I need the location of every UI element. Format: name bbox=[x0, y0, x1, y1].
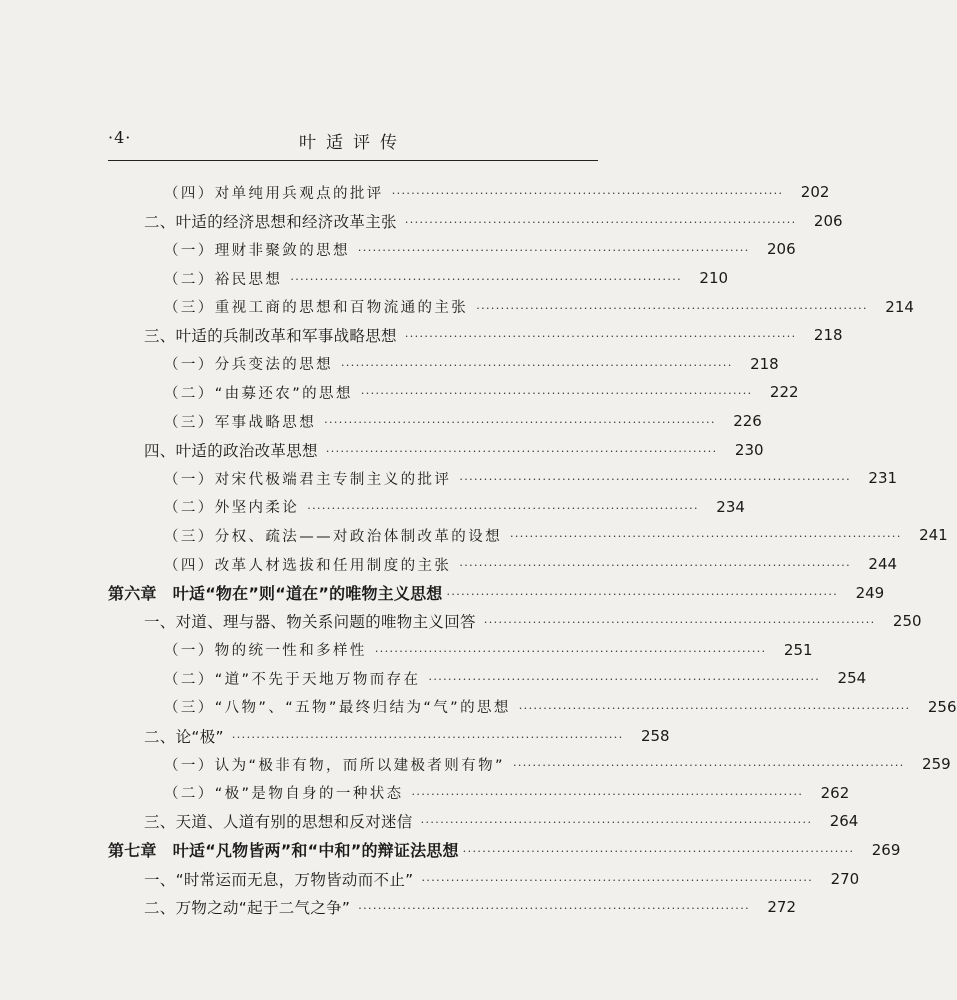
toc-entry-section bbox=[108, 893, 796, 922]
toc-entry-sub bbox=[108, 521, 948, 550]
toc-entry-title: （三）军事战略思想 bbox=[164, 414, 317, 431]
dot-leader: ················································································ bbox=[391, 187, 784, 201]
toc-entry-title: 一、对道、理与器、物关系问题的唯物主义回答 bbox=[144, 613, 476, 632]
dot-leader: ················································································ bbox=[358, 902, 750, 916]
toc-entry-section bbox=[108, 321, 843, 350]
toc-entry-page: 218 bbox=[750, 354, 779, 373]
toc-entry-sub bbox=[108, 292, 914, 321]
dot-leader: ················································································ bbox=[428, 673, 821, 687]
dot-leader: ················································································ bbox=[404, 330, 797, 344]
toc-entry-page: 222 bbox=[769, 383, 799, 402]
toc-entry-section bbox=[108, 435, 764, 464]
dot-leader: ················································································ bbox=[290, 273, 683, 287]
toc-entry-title: （二）“道”不先于天地万物而存在 bbox=[164, 671, 421, 688]
toc-entry-title: （二）“由募还农”的思想 bbox=[164, 385, 353, 402]
dot-leader: ················································································ bbox=[341, 358, 733, 372]
dot-leader: ················································································ bbox=[459, 559, 852, 573]
dot-leader: ················································································ bbox=[446, 587, 839, 601]
toc-entry-title: 二、叶适的经济思想和经济改革主张 bbox=[144, 212, 397, 231]
toc-entry-page: 214 bbox=[885, 297, 914, 316]
toc-entry-chapter bbox=[108, 578, 885, 607]
toc-entry-sub bbox=[108, 264, 729, 293]
toc-entry-sub bbox=[108, 378, 799, 407]
dot-leader: ················································································ bbox=[307, 501, 699, 515]
toc-entry-title: （三）重视工商的思想和百物流通的主张 bbox=[164, 300, 469, 317]
dot-leader: ················································································ bbox=[411, 787, 804, 801]
toc-entry-title: （四）改革人材选拔和任用制度的主张 bbox=[164, 557, 452, 574]
toc-entry-page: 234 bbox=[716, 497, 745, 516]
toc-entry-sub bbox=[108, 178, 830, 207]
toc-entry-page: 259 bbox=[922, 755, 951, 774]
toc-entry-page: 270 bbox=[830, 869, 860, 888]
toc-entry-section bbox=[108, 864, 860, 893]
dot-leader: ················································································ bbox=[404, 215, 797, 229]
toc-entry-title: （四）对单纯用兵观点的批评 bbox=[164, 185, 384, 202]
toc-entry-title: 四、叶适的政治改革思想 bbox=[144, 441, 318, 460]
toc-entry-page: 230 bbox=[734, 440, 764, 459]
toc-entry-section bbox=[108, 721, 670, 750]
toc-entry-title: （三）“八物”、“五物”最终归结为“气”的思想 bbox=[164, 700, 511, 717]
toc-entry-sub bbox=[108, 350, 779, 379]
toc-entry-page: 202 bbox=[800, 183, 830, 202]
toc-entry-sub bbox=[108, 493, 745, 522]
toc-entry-sub bbox=[108, 778, 850, 807]
toc-entry-title: 三、天道、人道有别的思想和反对迷信 bbox=[144, 813, 413, 832]
toc-entry-section bbox=[108, 607, 922, 636]
toc-entry-page: 231 bbox=[868, 469, 898, 488]
toc-entry-sub bbox=[108, 664, 867, 693]
dot-leader: ················································································ bbox=[518, 701, 911, 715]
toc-entry-title: （三）分权、疏法——对政治体制改革的设想 bbox=[164, 528, 502, 545]
dot-leader: ················································································ bbox=[357, 244, 750, 258]
toc-entry-page: 251 bbox=[783, 640, 813, 659]
toc-entry-title: 二、万物之动“起于二气之争” bbox=[144, 899, 351, 918]
page-header bbox=[108, 128, 598, 158]
toc-entry-title: （一）对宋代极端君主专制主义的批评 bbox=[164, 471, 452, 488]
toc-entry-page: 218 bbox=[813, 326, 843, 345]
toc-entry-title: 三、叶适的兵制改革和军事战略思想 bbox=[144, 327, 397, 346]
dot-leader: ················································································ bbox=[325, 444, 718, 458]
toc-entry-page: 258 bbox=[640, 726, 670, 745]
dot-leader: ················································································ bbox=[483, 616, 876, 630]
toc-entry-sub bbox=[108, 464, 898, 493]
toc-entry-sub bbox=[108, 235, 796, 264]
toc-entry-page: 249 bbox=[855, 583, 885, 602]
dot-leader: ················································································ bbox=[421, 873, 814, 887]
toc-entry-page: 272 bbox=[767, 898, 796, 917]
dot-leader: ················································································ bbox=[512, 759, 905, 773]
toc-entry-section bbox=[108, 807, 859, 836]
toc-entry-page: 262 bbox=[820, 783, 850, 802]
toc-entry-page: 226 bbox=[733, 412, 762, 431]
toc-entry-sub bbox=[108, 407, 762, 436]
toc-entry-section bbox=[108, 207, 843, 236]
toc-entry-chapter bbox=[108, 836, 901, 865]
dot-leader: ················································································ bbox=[476, 301, 868, 315]
running-title: 叶适评传 bbox=[299, 133, 407, 153]
dot-leader: ················································································ bbox=[459, 473, 852, 487]
toc-entry-page: 256 bbox=[927, 697, 957, 716]
toc-entry-title: （一）分兵变法的思想 bbox=[164, 357, 333, 374]
toc-entry-page: 264 bbox=[829, 812, 859, 831]
toc-entry-page: 206 bbox=[813, 211, 843, 230]
dot-leader: ················································································ bbox=[374, 644, 767, 658]
toc-entry-title: （二）外坚内柔论 bbox=[164, 500, 300, 517]
dot-leader: ················································································ bbox=[462, 844, 855, 858]
dot-leader: ················································································ bbox=[324, 416, 716, 430]
toc-entry-page: 254 bbox=[837, 669, 867, 688]
toc-entry-page: 241 bbox=[919, 526, 948, 545]
dot-leader: ················································································ bbox=[360, 387, 753, 401]
toc-entry-page: 250 bbox=[892, 612, 922, 631]
dot-leader: ················································································ bbox=[420, 816, 813, 830]
toc-entry-page: 244 bbox=[868, 555, 898, 574]
toc-entry-title: （一）物的统一性和多样性 bbox=[164, 643, 367, 660]
toc-entry-title: 第七章 叶适“凡物皆两”和“中和”的辩证法思想 bbox=[108, 841, 459, 861]
toc-entry-title: （一）认为“极非有物，而所以建极者则有物” bbox=[164, 757, 505, 774]
header-rule bbox=[108, 160, 598, 161]
toc-entry-title: （二）裕民思想 bbox=[164, 271, 283, 288]
toc-entry-page: 269 bbox=[871, 840, 901, 859]
dot-leader: ················································································ bbox=[231, 730, 624, 744]
table-of-contents bbox=[108, 178, 957, 921]
toc-entry-page: 210 bbox=[699, 269, 729, 288]
toc-entry-sub bbox=[108, 693, 957, 722]
dot-leader: ················································································ bbox=[510, 530, 902, 544]
toc-entry-title: （二）“极”是物自身的一种状态 bbox=[164, 786, 404, 803]
toc-entry-page: 206 bbox=[767, 240, 796, 259]
toc-entry-sub bbox=[108, 750, 951, 779]
page-number: ·4· bbox=[108, 128, 132, 147]
toc-entry-title: 一、“时常运而无息，万物皆动而不止” bbox=[144, 870, 414, 889]
toc-entry-title: （一）理财非聚敛的思想 bbox=[164, 242, 350, 259]
toc-entry-sub bbox=[108, 636, 813, 665]
toc-entry-title: 二、论“极” bbox=[144, 727, 224, 746]
toc-entry-title: 第六章 叶适“物在”则“道在”的唯物主义思想 bbox=[108, 584, 443, 604]
toc-entry-sub bbox=[108, 550, 898, 579]
